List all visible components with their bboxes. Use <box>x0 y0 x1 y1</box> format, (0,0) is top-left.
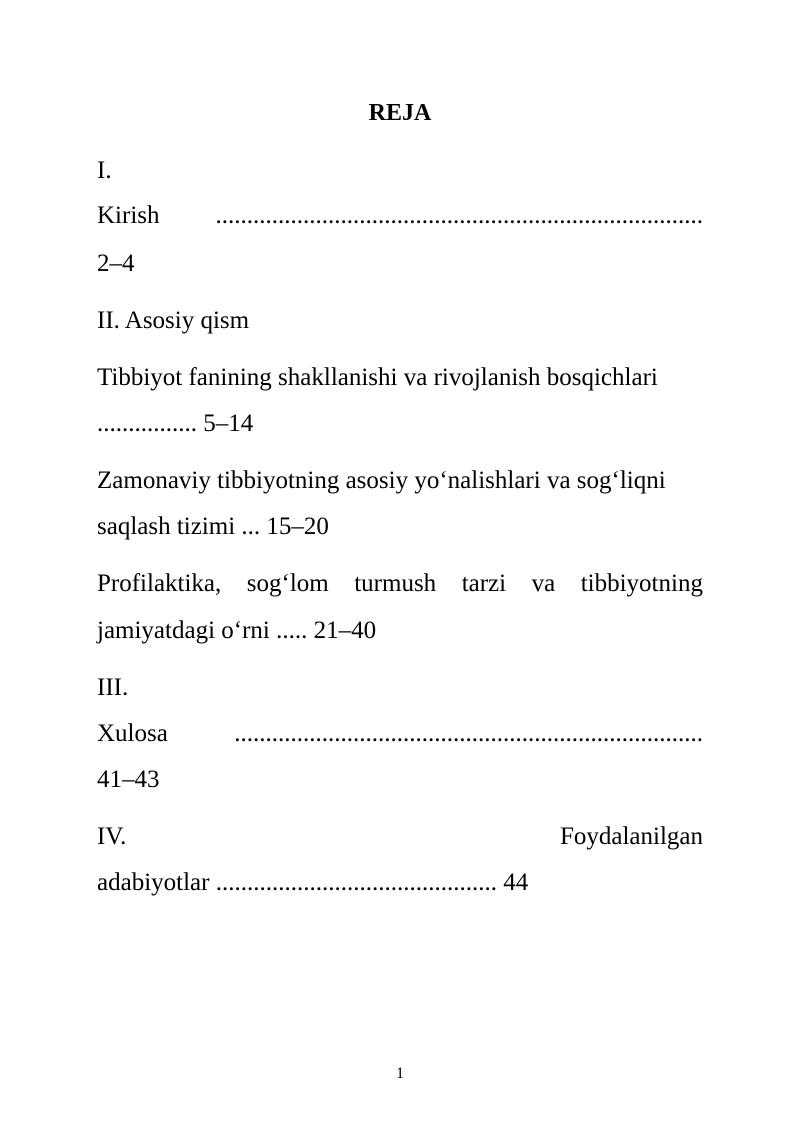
toc-entry-adabiyotlar-line2: adabiyotlar ............................................. 44 <box>97 869 529 896</box>
toc-entry-item3-line1 <box>97 568 703 600</box>
toc-dots-kirish: .............................................................................. <box>215 202 703 229</box>
toc-pages-kirish: 2–4 <box>97 250 135 277</box>
toc-word: Profilaktika, <box>97 570 222 597</box>
toc-entry-item1-line1: Tibbiyot fanining shakllanishi va rivojlanish bosqichlari <box>97 364 658 391</box>
toc-entry-item3-line2: jamiyatdagi o‘rni ..... 21–40 <box>97 617 377 644</box>
page-number: 1 <box>396 1065 404 1082</box>
toc-number-xulosa: III. <box>97 674 129 701</box>
toc-dots-xulosa: ........................................................................... <box>234 720 703 747</box>
toc-number-kirish: I. <box>97 157 112 184</box>
toc-entry-kirish <box>97 200 703 232</box>
toc-word: turmush <box>354 570 437 597</box>
toc-word: tibbiyotning <box>580 570 703 597</box>
toc-entry-adabiyotlar-line1 <box>97 821 703 853</box>
page-title: REJA <box>368 100 432 126</box>
toc-pages-xulosa: 41–43 <box>97 766 160 793</box>
toc-number-adabiyotlar: IV. <box>97 823 127 850</box>
toc-entry-xulosa <box>97 718 703 750</box>
toc-label-kirish: Kirish <box>97 202 160 229</box>
toc-word: sog‘lom <box>246 570 329 597</box>
toc-section-heading-asosiy: II. Asosiy qism <box>97 307 250 334</box>
toc-entry-item2-line2: saqlash tizimi ... 15–20 <box>97 513 329 540</box>
toc-word: va <box>531 570 556 597</box>
toc-word: tarzi <box>461 570 507 597</box>
toc-label-xulosa: Xulosa <box>97 720 168 747</box>
toc-label-adabiyotlar: Foydalanilgan <box>559 823 703 850</box>
toc-entry-item1-line2: ................ 5–14 <box>97 410 254 437</box>
toc-entry-item2-line1: Zamonaviy tibbiyotning asosiy yo‘nalishlari va sog‘liqni <box>97 467 666 494</box>
